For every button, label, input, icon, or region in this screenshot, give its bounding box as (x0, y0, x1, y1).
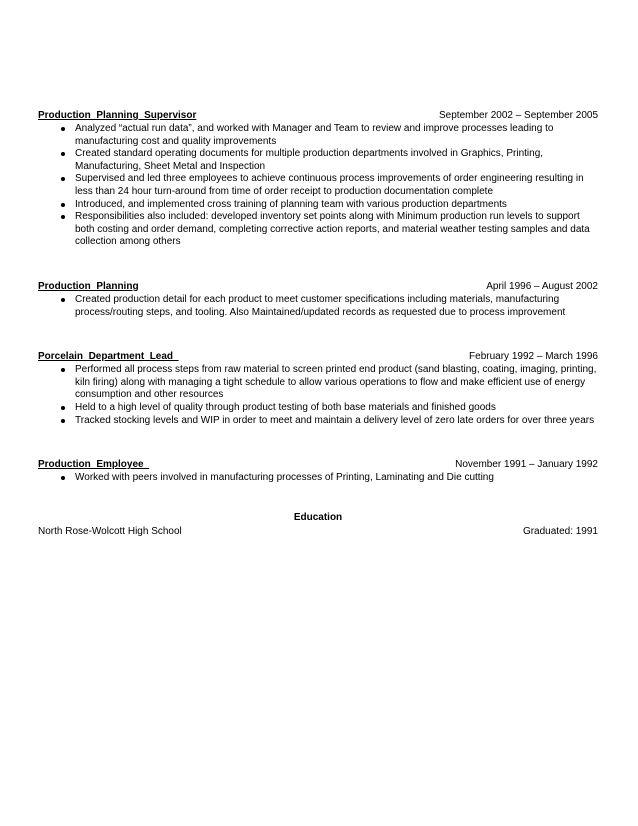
list-item: Supervised and led three employees to achieve continuous process improvements of order engineering resulting in less than 24 hour turn-around from time of order receipt to production documentation complete (75, 173, 598, 198)
list-item: Worked with peers involved in manufacturing processes of Printing, Laminating and Die cutting (75, 472, 598, 485)
job-bullet-list (38, 472, 598, 485)
education-row (38, 526, 598, 539)
job-bullet-list (38, 123, 598, 249)
job-header (38, 281, 598, 294)
job-dates: April 1996 – August 2002 (486, 280, 598, 292)
list-item: Analyzed “actual run data”, and worked with Manager and Team to review and improve processes leading to manufacturing cost and quality improvements (75, 123, 598, 148)
list-item: Created standard operating documents for multiple production departments involved in Graphics, Printing, Manufacturing, Sheet Metal and Inspection (75, 148, 598, 173)
job-entry-production-planning (38, 281, 598, 319)
job-entry-production-employee (38, 459, 598, 485)
list-item: Responsibilities also included: developed inventory set points along with Minimum production run levels to support both costing and order demand, completing corrective action reports, and material weather testing samples and data collection among others (75, 211, 598, 249)
job-dates: September 2002 – September 2005 (439, 110, 598, 121)
list-item: Held to a high level of quality through product testing of both base materials and finished goods (75, 402, 598, 415)
job-title: Production Planning Supervisor (38, 110, 197, 121)
job-header (38, 351, 598, 364)
job-entry-production-planning-supervisor (38, 110, 598, 249)
job-bullet-list (38, 364, 598, 427)
education-section (38, 512, 598, 539)
job-dates: February 1992 – March 1996 (469, 351, 598, 363)
job-title: Porcelain Department Lead (38, 351, 179, 363)
job-title: Production Planning (38, 280, 139, 292)
list-item: Created production detail for each product to meet customer specifications including materials, manufacturing process/routing steps, and tooling. Also Maintained/updated records as requested due to process improvement (75, 294, 598, 319)
job-header (38, 459, 598, 472)
list-item: Tracked stocking levels and WIP in order to meet and maintain a delivery level of zero late orders for over three years (75, 415, 598, 428)
education-heading: Education (293, 511, 343, 523)
job-bullet-list (38, 294, 598, 319)
job-title: Production Employee (38, 459, 150, 471)
resume-page (38, 110, 598, 538)
list-item: Performed all process steps from raw material to screen printed end product (sand blasting, coating, imaging, printing, kiln firing) along with managing a tight schedule to allow various operations to flow and make efficient use of energy consumption and other resources (75, 364, 597, 401)
job-dates: November 1991 – January 1992 (455, 459, 598, 471)
job-header (38, 110, 598, 123)
graduation-date: Graduated: 1991 (522, 525, 598, 537)
school-name: North Rose-Wolcott High School (38, 525, 182, 537)
list-item: Introduced, and implemented cross training of planning team with various production departments (75, 199, 598, 212)
job-entry-porcelain-department-lead (38, 351, 598, 427)
